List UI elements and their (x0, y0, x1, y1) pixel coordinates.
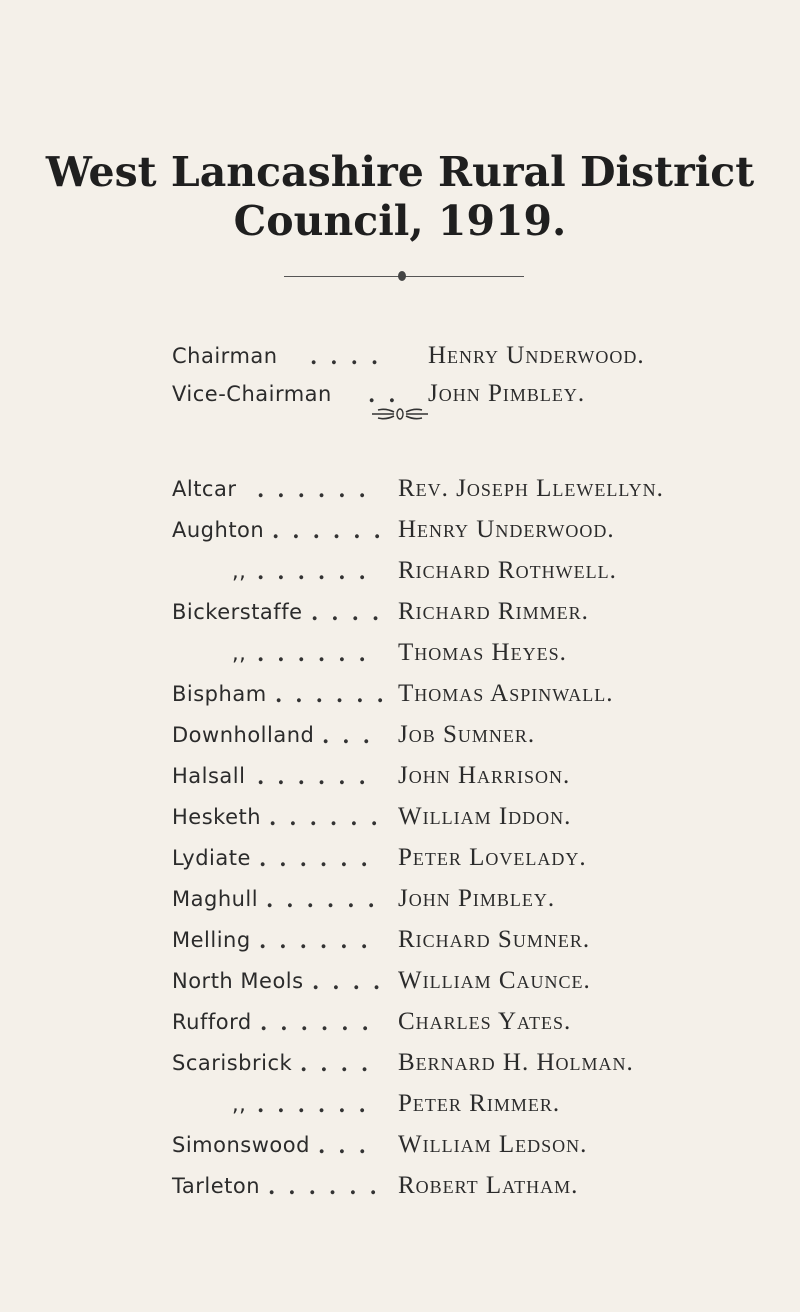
leader-dots: ...... (257, 764, 379, 789)
member-row (0, 762, 800, 796)
member-row (0, 598, 800, 632)
member-row (0, 1008, 800, 1042)
leader-dots: .... (312, 969, 394, 994)
member-name: John Harrison. (398, 762, 571, 789)
leader-dots: ...... (257, 1092, 379, 1117)
leader-dots: .. (368, 382, 409, 407)
member-name: William Ledson. (398, 1131, 588, 1158)
officer-name: John Pimbley. (428, 380, 586, 407)
member-parish: Tarleton (172, 1174, 260, 1198)
member-name: Charles Yates. (398, 1008, 572, 1035)
leader-dots: ...... (259, 846, 381, 871)
member-name: Bernard H. Holman. (398, 1049, 634, 1076)
flourish-ornament-icon (370, 404, 430, 424)
leader-dots: .... (300, 1051, 382, 1076)
member-name: Thomas Heyes. (398, 639, 567, 666)
member-parish: Melling (172, 928, 251, 952)
leader-dots: ...... (257, 477, 379, 502)
member-row (0, 639, 800, 673)
member-name: John Pimbley. (398, 885, 556, 912)
member-row (0, 885, 800, 919)
member-parish: ,, (232, 559, 247, 583)
officer-name: Henry Underwood. (428, 342, 645, 369)
member-parish: Downholland (172, 723, 315, 747)
member-row (0, 721, 800, 755)
member-row (0, 926, 800, 960)
leader-dots: ... (322, 723, 383, 748)
member-name: Richard Rimmer. (398, 598, 589, 625)
member-parish: Hesketh (172, 805, 262, 829)
member-row (0, 516, 800, 550)
officer-row-chairman (0, 342, 800, 374)
member-row (0, 967, 800, 1001)
member-parish: Lydiate (172, 846, 251, 870)
member-row (0, 475, 800, 509)
member-parish: Halsall (172, 764, 246, 788)
member-parish: Scarisbrick (172, 1051, 293, 1075)
member-name: Thomas Aspinwall. (398, 680, 614, 707)
leader-dots: .... (311, 600, 393, 625)
officer-role: Chairman (172, 344, 278, 368)
document-subtitle: Council, 1919. (233, 197, 567, 245)
member-row (0, 803, 800, 837)
member-name: William Caunce. (398, 967, 591, 994)
member-parish: ,, (232, 641, 247, 665)
leader-dots: ...... (257, 559, 379, 584)
member-name: Robert Latham. (398, 1172, 579, 1199)
member-name: Richard Sumner. (398, 926, 591, 953)
member-row (0, 1090, 800, 1124)
leader-dots: ...... (260, 1010, 382, 1035)
member-parish: ,, (232, 1092, 247, 1116)
leader-dots: .... (310, 344, 392, 369)
member-row (0, 1131, 800, 1165)
leader-dots: ...... (259, 928, 381, 953)
member-row (0, 557, 800, 591)
member-row (0, 680, 800, 714)
member-parish: Bickerstaffe (172, 600, 303, 624)
member-parish: Maghull (172, 887, 259, 911)
leader-dots: ... (318, 1133, 379, 1158)
member-parish: North Meols (172, 969, 304, 993)
member-name: Job Sumner. (398, 721, 536, 748)
member-name: Richard Rothwell. (398, 557, 617, 584)
leader-dots: ...... (269, 805, 391, 830)
officer-role: Vice-Chairman (172, 382, 332, 406)
member-row (0, 1172, 800, 1206)
leader-dots: ...... (266, 887, 388, 912)
document-title: West Lancashire Rural District (45, 148, 755, 196)
member-name: Peter Lovelady. (398, 844, 587, 871)
leader-dots: ...... (257, 641, 379, 666)
member-parish: Rufford (172, 1010, 252, 1034)
member-parish: Bispham (172, 682, 267, 706)
member-parish: Aughton (172, 518, 265, 542)
leader-dots: ...... (268, 1174, 390, 1199)
leader-dots: ...... (275, 682, 397, 707)
member-name: Peter Rimmer. (398, 1090, 561, 1117)
leader-dots: ...... (272, 518, 394, 543)
member-parish: Simonswood (172, 1133, 310, 1157)
member-name: William Iddon. (398, 803, 572, 830)
member-name: Henry Underwood. (398, 516, 615, 543)
member-row (0, 844, 800, 878)
member-name: Rev. Joseph Llewellyn. (398, 475, 664, 502)
member-parish: Altcar (172, 477, 237, 501)
rule-ornament-icon (398, 271, 406, 281)
member-row (0, 1049, 800, 1083)
